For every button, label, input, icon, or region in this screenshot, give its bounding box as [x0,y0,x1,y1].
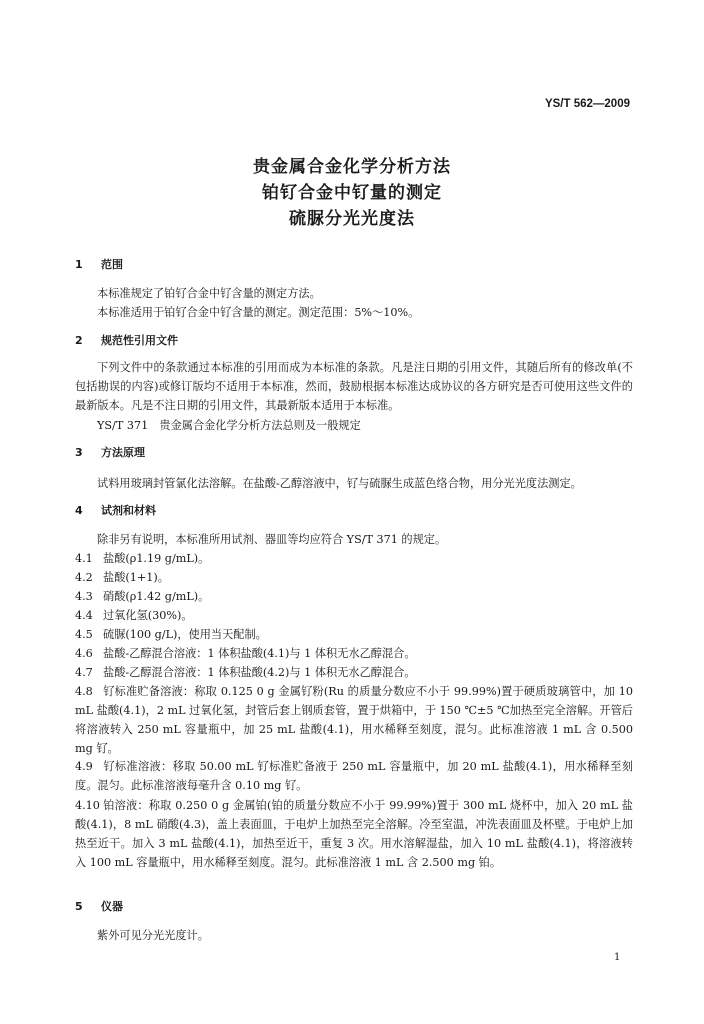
section-3-paragraph: 试料用玻璃封管氯化法溶解。在盐酸-乙醇溶液中，钌与硫脲生成蓝色络合物，用分光光度法测定。 [97,477,582,490]
section-title: 试剂和材料 [101,504,156,517]
list-item: 4.6 盐酸-乙醇混合溶液：1 体积盐酸(4.1)与 1 体积无水乙醇混合。 [75,647,416,660]
list-item: 4.3 硝酸(ρ1.42 g/mL)。 [75,590,210,603]
normative-reference: YS/T 371 贵金属合金化学分析方法总则及一般规定 [97,419,361,432]
section-number: 5 [75,900,83,913]
section-title: 规范性引用文件 [101,334,178,347]
title-line-2: 铂钌合金中钌量的测定 [262,183,442,203]
page-number: 1 [614,952,621,963]
list-item: 4.8 钌标准贮备溶液：称取 0.125 0 g 金属钌粉(Ru 的质量分数应不小于 99.99%)置于硬质玻璃管中，加 10 mL 盐酸(4.1)，2 mL 过氧化氢，封管后套上钢质套管，置于烘箱中，于 150 ℃±5 ℃加热至完全溶解。开管后将溶液转入 250 mL 容量瓶中，加 25 mL 盐酸(4.1)，用水稀释至刻度，混匀。此标准溶液 1 mL 含 0.500 mg 钌。 [75,685,633,755]
standard-code: YS/T 562—2009 [544,98,630,110]
list-item: 4.2 盐酸(1+1)。 [75,571,169,584]
title-line-3: 硫脲分光光度法 [289,209,415,229]
list-item: 4.5 硫脲(100 g/L)，使用当天配制。 [75,628,267,641]
section-1-heading [75,256,123,272]
section-4-intro: 除非另有说明，本标准所用试剂、器皿等均应符合 YS/T 371 的规定。 [97,533,447,546]
section-number: 3 [75,446,83,459]
section-3-heading [75,444,145,460]
section-title: 范围 [101,258,123,271]
section-number: 2 [75,334,83,347]
list-item: 4.10 铂溶液：称取 0.250 0 g 金属铂(铂的质量分数应不小于 99.99%)置于 300 mL 烧杯中，加入 20 mL 盐酸(4.1)，8 mL 硝酸(4.3)，盖上表面皿，于电炉上加热至完全溶解。冷至室温，冲洗表面皿及杯壁。于电炉上加热至近干。加入 3 mL 盐酸(4.1)，加热至近干，重复 3 次。用水溶解湿盐，加入 10 mL 盐酸(4.1)，将溶液转入 100 mL 容量瓶中，用水稀释至刻度。混匀。此标准溶液 1 mL 含 2.500 mg 铂。 [75,799,633,869]
section-5-paragraph: 紫外可见分光光度计。 [97,929,209,942]
list-item: 4.4 过氧化氢(30%)。 [75,609,193,622]
section-title: 仪器 [101,900,123,913]
section-1-paragraph-1: 本标准规定了铂钌合金中钌含量的测定方法。 [97,287,321,300]
section-title: 方法原理 [101,446,145,459]
section-2-paragraph: 下列文件中的条款通过本标准的引用而成为本标准的条款。凡是注日期的引用文件，其随后所有的修改单(不包括勘误的内容)或修订版均不适用于本标准，然而，鼓励根据本标准达成协议的各方研究是否可使用这些文件的最新版本。凡是不注日期的引用文件，其最新版本适用于本标准。 [75,361,633,412]
list-item: 4.9 钌标准溶液：移取 50.00 mL 钌标准贮备液于 250 mL 容量瓶中，加 20 mL 盐酸(4.1)，用水稀释至刻度。混匀。此标准溶液每毫升含 0.10 mg 钌。 [75,760,633,792]
section-2-heading [75,332,178,348]
title-line-1: 贵金属合金化学分析方法 [253,157,451,177]
section-number: 1 [75,258,83,271]
section-5-heading [75,898,123,914]
list-item: 4.1 盐酸(ρ1.19 g/mL)。 [75,552,210,565]
list-item: 4.7 盐酸-乙醇混合溶液：1 体积盐酸(4.2)与 1 体积无水乙醇混合。 [75,666,416,679]
section-number: 4 [75,504,83,517]
section-1-paragraph-2: 本标准适用于铂钌合金中钌含量的测定。测定范围：5%～10%。 [97,306,420,319]
section-4-heading [75,502,156,518]
